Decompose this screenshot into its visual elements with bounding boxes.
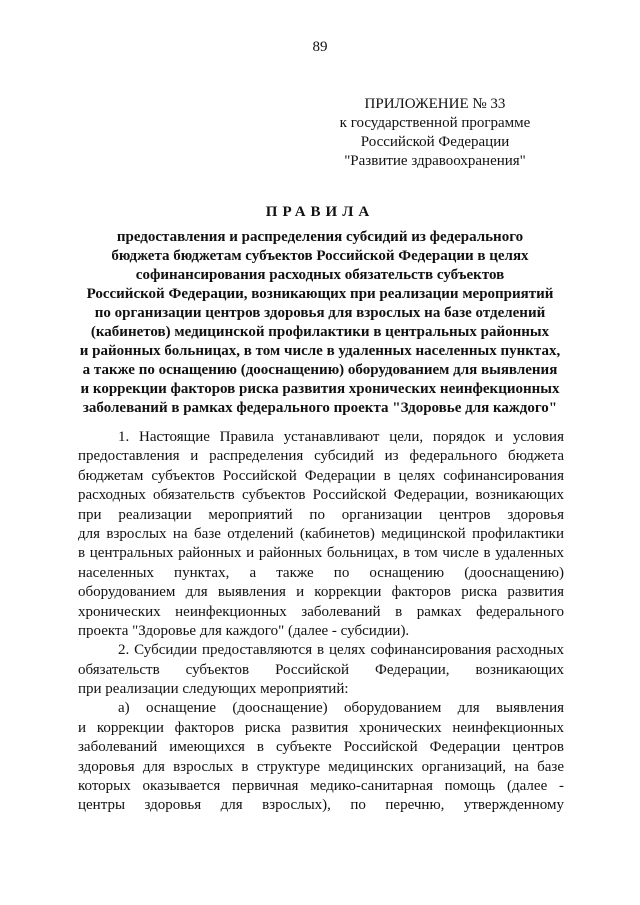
- subitem-a-line: которых оказывается первичная медико-санитарная помощь (далее -: [78, 778, 564, 795]
- paragraph-1-line: населенных пунктах, а также по оснащению (дооснащению): [78, 564, 564, 581]
- subitem-a-line: центры здоровья для взрослых), по перечню, утвержденному: [78, 797, 564, 814]
- document-title: ПРАВИЛА: [265, 204, 375, 220]
- appendix-line: "Развитие здравоохранения": [344, 153, 526, 169]
- subitem-a-line: а) оснащение (дооснащение) оборудованием для выявления: [118, 700, 564, 717]
- subtitle-line: бюджета бюджетам субъектов Российской Федерации в целях: [111, 248, 529, 264]
- paragraph-1-line: проекта "Здоровье для каждого" (далее - субсидии).: [78, 622, 410, 639]
- subtitle-line: софинансирования расходных обязательств субъектов: [135, 267, 505, 283]
- subtitle-line: а также по оснащению (дооснащению) оборудованием для выявления: [82, 362, 558, 378]
- subitem-a-line: здоровья для взрослых в структуре медицинских организаций, на базе: [78, 758, 564, 775]
- subtitle-line: предоставления и распределения субсидий из федерального: [116, 229, 524, 245]
- appendix-line: Российской Федерации: [360, 134, 510, 150]
- paragraph-1-line: хронических неинфекционных заболеваний в рамках федерального: [78, 603, 564, 620]
- subtitle-line: Российской Федерации, возникающих при реализации мероприятий: [86, 286, 554, 302]
- paragraph-1-line: бюджетам субъектов Российской Федерации в целях софинансирования: [78, 467, 564, 484]
- paragraph-2-line: при реализации следующих мероприятий:: [78, 681, 349, 698]
- subtitle-line: и районных больницах, в том числе в удаленных населенных пунктах,: [79, 343, 561, 359]
- appendix-header: [310, 95, 560, 171]
- subitem-a-line: и коррекции факторов риска развития хронических неинфекционных: [78, 719, 564, 736]
- subtitle-line: заболеваний в рамках федерального проекта "Здоровье для каждого": [82, 400, 558, 416]
- body-text: [78, 428, 564, 816]
- subtitle-line: по организации центров здоровья для взрослых на базе отделений: [94, 305, 546, 321]
- paragraph-1-line: расходных обязательств субъектов Российской Федерации, возникающих: [78, 487, 564, 504]
- paragraph-1-line: оборудованием для выявления и коррекции факторов риска развития: [78, 584, 564, 601]
- paragraph-2-line: обязательств субъектов Российской Федерации, возникающих: [78, 661, 564, 678]
- appendix-line: к государственной программе: [339, 115, 531, 131]
- subtitle-line: и коррекции факторов риска развития хронических неинфекционных: [80, 381, 560, 397]
- subitem-a-line: заболеваний имеющихся в субъекте Российской Федерации центров: [78, 739, 564, 756]
- paragraph-1-line: в центральных районных и районных больницах, в том числе в удаленных: [78, 545, 564, 562]
- paragraph-1-line: при реализации мероприятий по организации центров здоровья: [78, 506, 564, 523]
- appendix-line: ПРИЛОЖЕНИЕ № 33: [364, 96, 506, 112]
- paragraph-1-line: для взрослых на базе отделений (кабинетов) медицинской профилактики: [78, 525, 564, 542]
- paragraph-1-line: 1. Настоящие Правила устанавливают цели, порядок и условия: [118, 429, 564, 445]
- paragraph-1-line: предоставления и распределения субсидий из федерального бюджета: [78, 448, 564, 465]
- document-subtitle: [40, 228, 600, 418]
- subtitle-line: (кабинетов) медицинской профилактики в центральных районных: [90, 324, 550, 340]
- page-number: 89: [312, 39, 328, 55]
- paragraph-2-line: 2. Субсидии предоставляются в целях софинансирования расходных: [118, 642, 564, 659]
